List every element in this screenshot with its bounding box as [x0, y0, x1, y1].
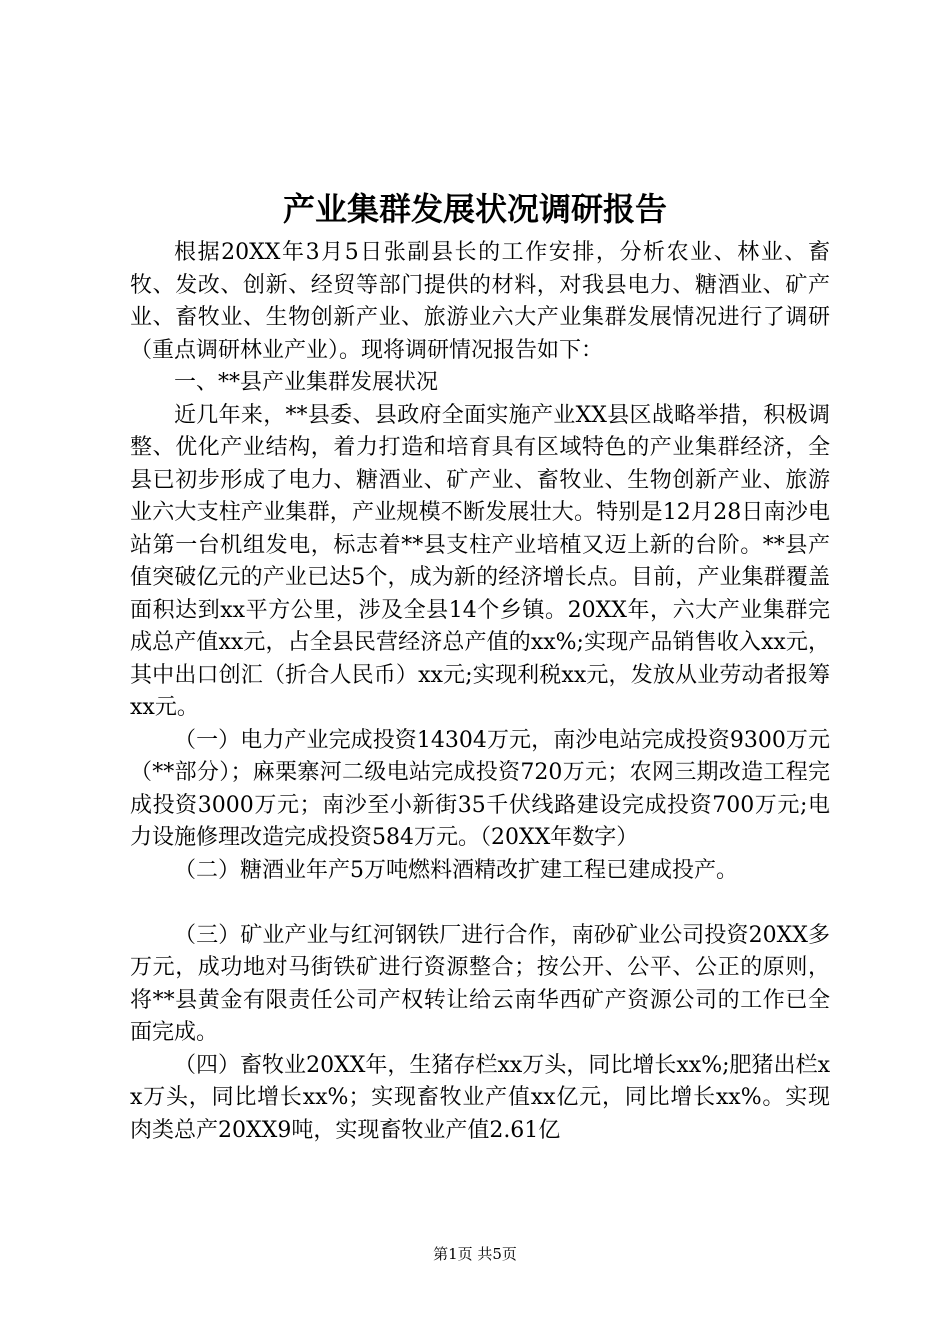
paragraph-livestock: （四）畜牧业20XX年，生猪存栏xx万头，同比增长xx%;肥猪出栏xx万头，同比增长xx%；实现畜牧业产值xx亿元，同比增长xx%。实现肉类总产20XX9吨，实现畜牧业产值2.61亿 [130, 1052, 830, 1143]
paragraph-overview: 近几年来，**县委、县政府全面实施产业XX县区战略举措，积极调整、优化产业结构，着力打造和培育具有区域特色的产业集群经济，全县已初步形成了电力、糖酒业、矿产业、畜牧业、生物创新产业、旅游业六大支柱产业集群，产业规模不断发展壮大。特别是12月28日南沙电站第一台机组发电，标志着**县支柱产业培植又迈上新的台阶。**县产值突破亿元的产业已达5个，成为新的经济增长点。目前，产业集群覆盖面积达到xx平方公里，涉及全县14个乡镇。20XX年，六大产业集群完成总产值xx元，占全县民营经济总产值的xx%;实现产品销售收入xx元，其中出口创汇（折合人民币）xx元;实现利税xx元，发放从业劳动者报筹xx元。 [130, 402, 830, 720]
page-title: 产业集群发展状况调研报告 [282, 190, 667, 228]
paragraph-sugar-liquor: （二）糖酒业年产5万吨燃料酒精改扩建工程已建成投产。 [174, 857, 738, 883]
section-heading: 一、**县产业集群发展状况 [174, 370, 439, 395]
paragraph-mining: （三）矿业产业与红河钢铁厂进行合作，南砂矿业公司投资20XX多万元，成功地对马街铁矿进行资源整合；按公开、公平、公正的原则，将**县黄金有限责任公司产权转让给云南华西矿产资源公司的工作已全面完成。 [130, 922, 830, 1045]
paragraph-electric-power: （一）电力产业完成投资14304万元，南沙电站完成投资9300万元（**部分）；麻栗寨河二级电站完成投资720万元；农网三期改造工程完成投资3000万元；南沙至小新街35千伏线路建设完成投资700万元;电力设施修理改造完成投资584万元。（20XX年数字） [130, 727, 830, 850]
page-number: 第1页 共5页 [433, 1245, 517, 1263]
paragraph-intro: 根据20XX年3月5日张副县长的工作安排，分析农业、林业、畜牧、发改、创新、经贸等部门提供的材料，对我县电力、糖酒业、矿产业、畜牧业、生物创新产业、旅游业六大产业集群发展情况进行了调研（重点调研林业产业）。现将调研情况报告如下： [130, 240, 830, 363]
document-body [130, 237, 830, 1147]
